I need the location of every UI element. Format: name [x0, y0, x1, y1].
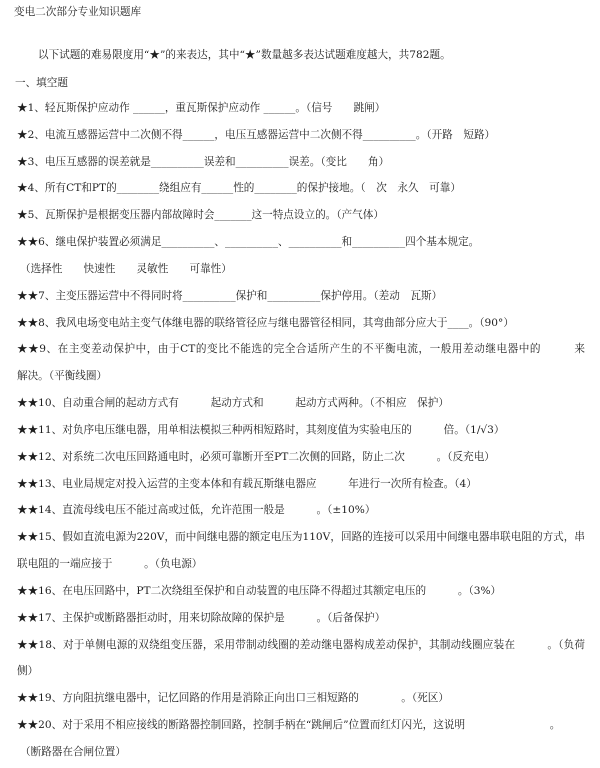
question-item	[17, 202, 585, 229]
question-text: ★3、电压互感器的误差就是__________误差和__________误差。（变比 角）	[17, 155, 390, 168]
question-text: ★★17、主保护或断路器拒动时，用来切除故障的保护是 。（后备保护）	[17, 611, 386, 624]
intro-paragraph: 以下试题的难易限度用“★”的来表达，其中“★”数量越多表达试题难度越大，共782题。	[38, 49, 451, 61]
question-text-continued: 联电阻的一端应接于 。（负电源）	[17, 558, 203, 571]
question-text: ★★11、对负序电压继电器，用单相法模拟三种两相短路时，其刻度值为实验电压的 倍。（1/√3）	[17, 423, 505, 436]
document-title: 变电二次部分专业知识题库	[14, 6, 142, 18]
question-text: ★★14、直流母线电压不能过高或过低，允许范围一般是 。（±10%）	[17, 504, 376, 517]
question-text: ★★12、对系统二次电压回路通电时，必须可靠断开至PT二次侧的回路，防止二次 。（反充电）	[17, 450, 495, 463]
question-text-continued: 侧）	[17, 665, 39, 678]
question-text: ★★6、继电保护装置必须满足__________、__________、__________和__________四个基本规定。	[17, 236, 480, 249]
question-text: ★★15、假如直流电源为220V，而中间继电器的额定电压为110V，回路的连接可以采用中间继电器串联电阻的方式，串	[17, 531, 585, 544]
question-text: ★★18、对于单侧电源的双绕组变压器，采用带制动线圈的差动继电器构成差动保护，其制动线圈应装在 。（负荷	[17, 638, 585, 651]
question-text: ★1、轻瓦斯保护应动作 ______，重瓦斯保护应动作 ______。（信号 跳闸）	[17, 102, 386, 114]
question-item	[17, 229, 585, 283]
question-text: ★★7、主变压器运营中不得同时将__________保护和__________保护停用。（差动 瓦斯）	[17, 289, 443, 302]
question-item	[17, 149, 585, 176]
question-text-continued: 解决。（平衡线圈）	[17, 370, 108, 383]
question-item	[17, 605, 585, 632]
question-text-continued: （选择性 快速性 灵敏性 可靠性）	[20, 262, 232, 275]
question-item	[17, 336, 585, 390]
question-text: ★★9、在主变差动保护中，由于CT的变比不能选的完全合适所产生的不平衡电流，一般用差动继电器中的 来	[17, 343, 585, 356]
question-item	[17, 444, 585, 471]
question-text-continued: （断路器在合闸位置）	[20, 745, 126, 758]
question-text: ★★20、对于采用不相应接线的断路器控制回路，控制手柄在“跳闸后”位置而红灯闪光，这说明 。	[17, 719, 561, 732]
question-item	[17, 497, 585, 524]
question-item	[17, 417, 585, 444]
question-item	[17, 712, 585, 766]
question-text: ★★19、方向阻抗继电器中，记忆回路的作用是消除正向出口三相短路的 。（死区）	[17, 692, 449, 705]
question-item	[17, 471, 585, 498]
question-text: ★5、瓦斯保护是根据变压器内部故障时会_______这一特点设立的。（产气体）	[17, 209, 384, 222]
question-item	[17, 578, 585, 605]
question-item	[17, 524, 585, 578]
question-text: ★★10、自动重合闸的起动方式有 起动方式和 起动方式两种。（不相应 保护）	[17, 397, 449, 410]
question-item	[17, 95, 585, 122]
question-item	[17, 122, 585, 149]
question-item	[17, 175, 585, 202]
question-text: ★★8、我风电场变电站主变气体继电器的联络管径应与继电器管径相同，其弯曲部分应大于____。（90°）	[17, 316, 514, 329]
question-text: ★4、所有CT和PT的________绕组应有______性的________的保护接地。（ 次 永久 可靠）	[17, 182, 461, 195]
question-list	[17, 95, 585, 766]
question-item	[17, 632, 585, 686]
question-item	[17, 283, 585, 310]
question-text: ★2、电流互感器运营中二次侧不得______，电压互感器运营中二次侧不得__________。（开路 短路）	[17, 128, 496, 141]
question-text: ★★13、电业局规定对投入运营的主变本体和有载瓦斯继电器应 年进行一次所有检查。（4）	[17, 477, 477, 490]
question-item	[17, 685, 585, 712]
question-item	[17, 390, 585, 417]
section-heading: 一、填空题	[15, 77, 68, 89]
question-item	[17, 310, 585, 337]
question-text: ★★16、在电压回路中，PT二次绕组至保护和自动装置的电压降不得超过其额定电压的 。（3%）	[17, 584, 502, 597]
